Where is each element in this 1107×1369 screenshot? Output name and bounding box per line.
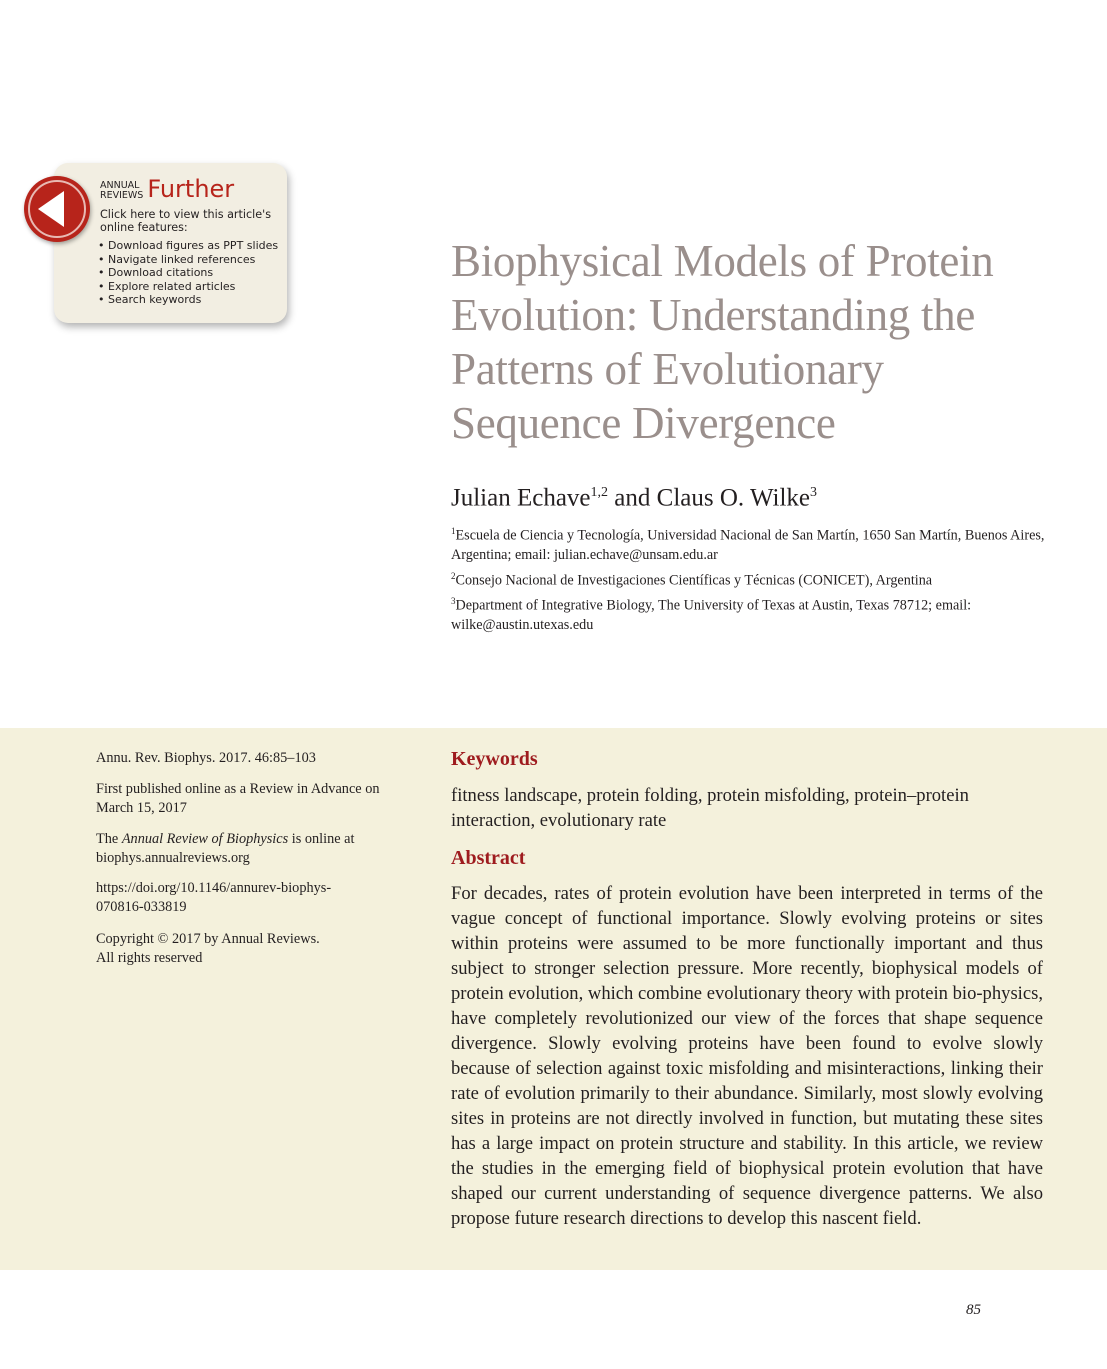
- further-feature-list: [98, 239, 278, 307]
- back-arrow-icon[interactable]: [24, 176, 90, 242]
- first-published: First published online as a Review in Advance on March 15, 2017: [96, 781, 380, 816]
- keywords-heading: Keywords: [451, 748, 538, 770]
- click-here-link[interactable]: Click here: [100, 208, 156, 221]
- keywords-text: fitness landscape, protein folding, protein misfolding, protein–protein interaction, evolutionary rate: [451, 785, 969, 831]
- affiliation-1: $^1$Escuela de Ciencia y Tecnología, Universidad Nacional de San Martín, 1650 San Martín, Buenos Aires, Argentina; email: julian.echave@unsam.edu.ar: [451, 526, 1045, 563]
- further-intro-text: to view this article's online features:: [100, 208, 272, 234]
- feature-search-keywords[interactable]: • Search keywords: [98, 293, 278, 307]
- further-intro: [100, 208, 280, 234]
- abstract-text: For decades, rates of protein evolution have been interpreted in terms of the vague concept of functional importance. Slowly evolving proteins or sites within proteins were assumed to be more functionally important and thus subject to stronger selection pressure. More recently, biophysical models of protein evolution, which combine evolutionary theory with protein bio-physics, have completely revolutionized our view of the forces that shape sequence divergence. Slowly evolving proteins have been found to evolve slowly because of selection against toxic misfolding and misinteractions, linking their rate of evolution primarily to their abundance. Similarly, most slowly evolving sites in proteins are not directly involved in function, but mutating these sites has a large impact on protein structure and stability. In this article, we review the studies in the emerging field of biophysical protein evolution that have shaped our current understanding of sequence divergence patterns. We also propose future research directions to develop this nascent field.: [451, 883, 1043, 1229]
- feature-download-citations[interactable]: • Download citations: [98, 266, 278, 280]
- affiliation-2: $^2$Consejo Nacional de Investigaciones Científicas y Técnicas (CONICET), Argentina: [451, 571, 933, 589]
- author-line: Julian Echave$^{1,2}$ and Claus O. Wilke$^3$: [451, 484, 818, 512]
- author-echave: Julian Echave: [451, 484, 591, 512]
- feature-download-figures[interactable]: • Download figures as PPT slides: [98, 239, 278, 253]
- author-wilke: Claus O. Wilke: [656, 484, 811, 512]
- abstract-heading: Abstract: [451, 847, 526, 869]
- affiliation-3: $^3$Department of Integrative Biology, The University of Texas at Austin, Texas 78712; email: wilke@austin.utexas.edu: [451, 596, 972, 633]
- page-number: 85: [966, 1302, 981, 1318]
- citation: Annu. Rev. Biophys. 2017. 46:85–103: [96, 750, 316, 766]
- further-header: [100, 175, 234, 203]
- annual-reviews-logo: ANNUAL REVIEWS: [100, 180, 144, 201]
- doi-link[interactable]: https://doi.org/10.1146/annurev-biophys-070816-033819: [96, 880, 332, 915]
- feature-navigate-references[interactable]: • Navigate linked references: [98, 253, 278, 267]
- copyright: Copyright © 2017 by Annual Reviews. All rights reserved: [96, 931, 320, 966]
- article-title: Biophysical Models of Protein Evolution: Understanding the Patterns of Evolutionary Sequence Divergence: [451, 236, 994, 448]
- further-title: Further: [147, 175, 235, 203]
- online-info: The Annual Review of Biophysics is online at biophys.annualreviews.org: [96, 831, 355, 866]
- feature-explore-articles[interactable]: • Explore related articles: [98, 280, 278, 294]
